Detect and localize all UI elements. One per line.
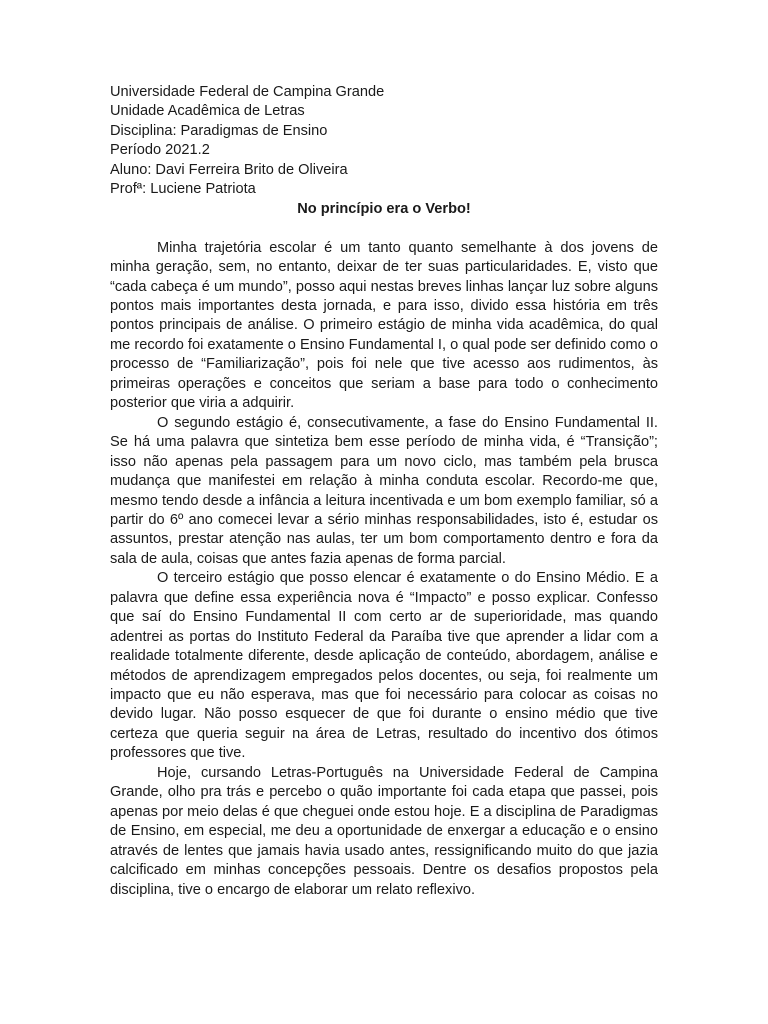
student-name: Aluno: Davi Ferreira Brito de Oliveira (110, 161, 348, 178)
paragraph-2: O segundo estágio é, consecutivamente, a fase do Ensino Fundamental II. Se há uma palavra que sintetiza bem esse período de minha vida, é “Transição”; isso não apenas pela passagem para um novo ciclo, mas também pela brusca mudança que manifestei em relação à minha conduta escolar. Recordo-me que, mesmo tendo desde a infância a leitura incentivada e um bom exemplo familiar, só a partir do 6º ano comecei levar a sério minhas responsabilidades, isto é, estudar os assuntos, prestar atenção nas aulas, ter um bom comportamento dentro e fora da sala de aula, coisas que antes fazia apenas de forma parcial. (110, 414, 658, 567)
academic-period: Período 2021.2 (110, 142, 210, 159)
professor-name: Profª: Luciene Patriota (110, 181, 256, 198)
paragraph-4: Hoje, cursando Letras-Português na Universidade Federal de Campina Grande, olho pra trás e percebo o quão importante foi cada etapa que passei, pois apenas por meio delas é que cheguei onde estou hoje. E a disciplina de Paradigmas de Ensino, em especial, me deu a oportunidade de enxergar a educação e o ensino através de lentes que jamais havia usado antes, ressignificando muito do que jazia calcificado em minhas concepções pessoais. Dentre os desafios propostos pela disciplina, tive o encargo de elaborar um relato reflexivo. (110, 764, 658, 898)
paragraph-3: O terceiro estágio que posso elencar é exatamente o do Ensino Médio. E a palavra que define essa experiência nova é “Impacto” e posso explicar. Confesso que saí do Ensino Fundamental II com certo ar de superioridade, mas quando adentrei as portas do Instituto Federal da Paraíba tive que aprender a lidar com a realidade totalmente diferente, desde aplicação de conteúdo, abordagem, análise e métodos de aprendizagem empregados pelos docentes, ou seja, foi realmente um impacto que eu não esperava, mas que foi necessário para colocar as coisas no devido lugar. Não posso esquecer de que foi durante o ensino médio que tive certeza que queria seguir na área de Letras, resultado do incentivo dos ótimos professores que tive. (110, 570, 658, 762)
paragraph-1: Minha trajetória escolar é um tanto quanto semelhante à dos jovens de minha geração, sem, no entanto, deixar de ter suas particularidades. E, visto que “cada cabeça é um mundo”, posso aqui nestas breves linhas lançar luz sobre alguns pontos mais importantes desta jornada, e para isso, divido essa história em três pontos principais de análise. O primeiro estágio de minha vida acadêmica, do qual me recordo foi exatamente o Ensino Fundamental I, o qual pode ser definido como o processo de “Familiarização”, pois foi nele que tive acesso aos rudimentos, às primeiras operações e conceitos que seriam a base para todo o conhecimento posterior que viria a adquirir. (110, 239, 658, 412)
university-name: Universidade Federal de Campina Grande (110, 84, 385, 100)
academic-unit: Unidade Acadêmica de Letras (110, 103, 305, 120)
document-body (110, 83, 658, 900)
document-title: No princípio era o Verbo! (297, 200, 471, 217)
discipline-name: Disciplina: Paradigmas de Ensino (110, 122, 328, 139)
